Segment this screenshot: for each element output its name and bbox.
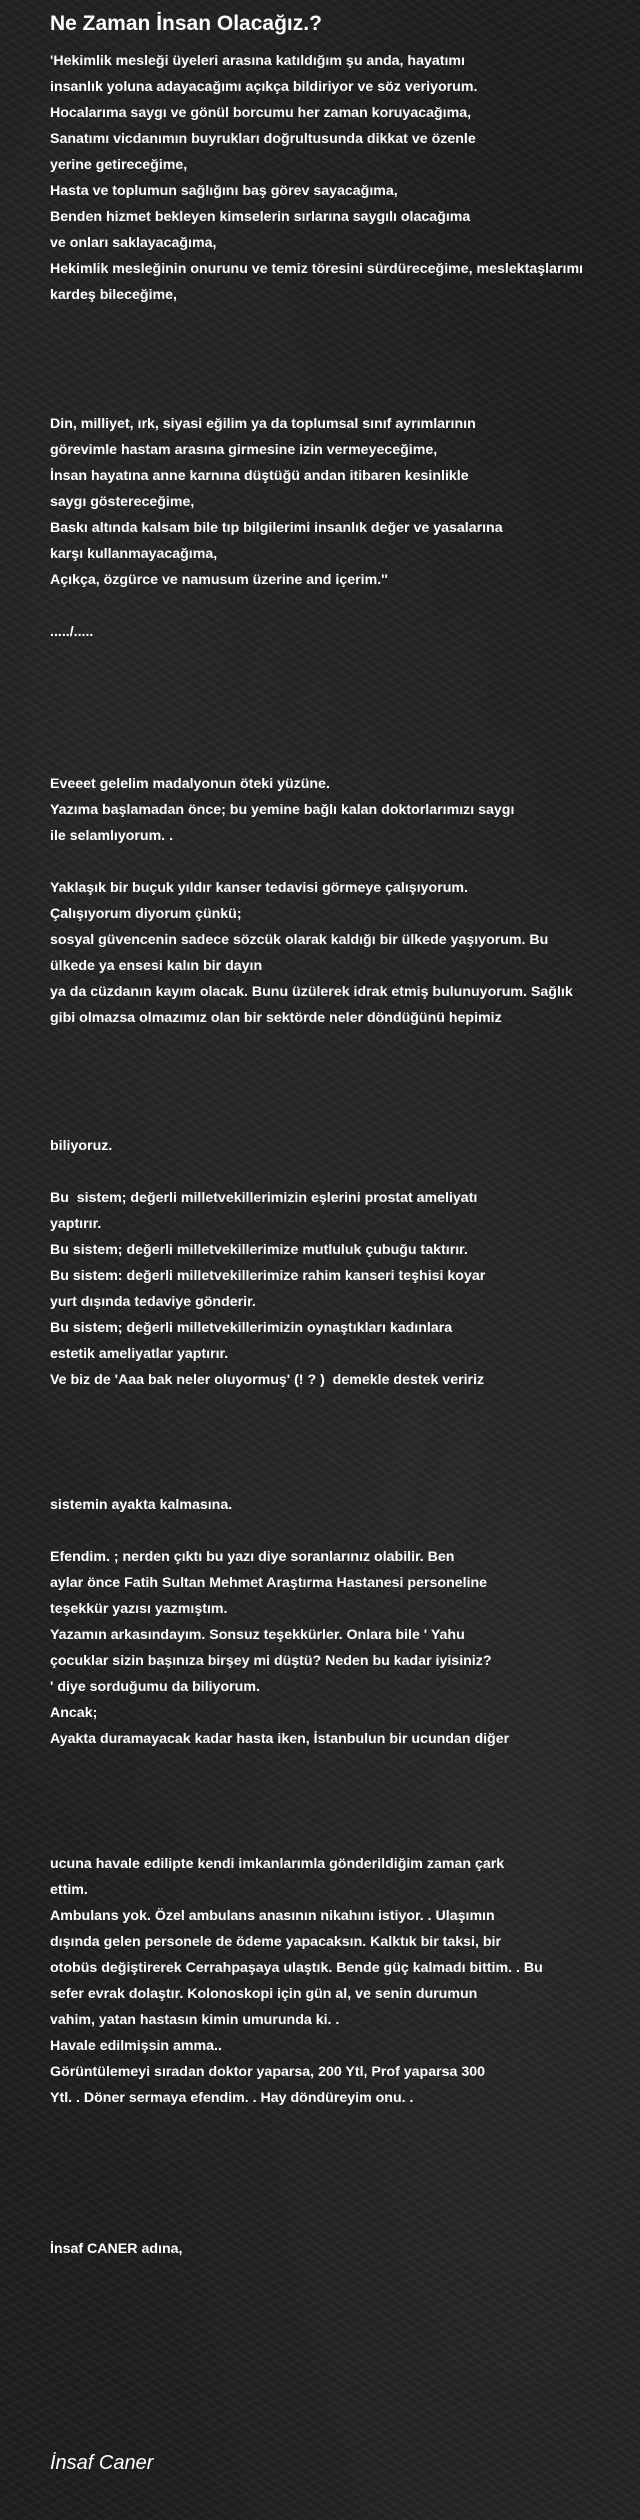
oath-section xyxy=(50,48,640,308)
text-line: İnsaf CANER adına, xyxy=(50,2241,183,2257)
story-section-4 xyxy=(50,1851,640,2111)
text-line: Görüntülemeyi sıradan doktor yaparsa, 200 Ytl, Prof yaparsa 300 xyxy=(50,2064,486,2080)
text-line: Din, milliyet, ırk, siyasi eğilim ya da toplumsal sınıf ayrımlarının xyxy=(50,416,476,432)
author-name: İnsaf Caner xyxy=(50,2452,154,2474)
text-line: Bu sistem; değerli milletvekillerimize mutluluk çubuğu taktırır. xyxy=(50,1242,468,1258)
text-line: Hekimlik mesleğinin onurunu ve temiz töresini sürdüreceğime, meslektaşlarımı xyxy=(50,261,584,277)
text-line: Havale edilmişsin amma.. xyxy=(50,2038,222,2054)
text-line: Bu sistem; değerli milletvekillerimizin eşlerini prostat ameliyatı xyxy=(50,1190,478,1206)
text-line: Yazıma başlamadan önce; bu yemine bağlı kalan doktorlarımızı saygı xyxy=(50,802,515,818)
text-line: Ancak; xyxy=(50,1705,98,1721)
text-line: Bu sistem; değerli milletvekillerimizin oynaştıkları kadınlara xyxy=(50,1320,453,1336)
text-line: Bu sistem: değerli milletvekillerimize rahim kanseri teşhisi koyar xyxy=(50,1268,486,1284)
text-line: Hocalarıma saygı ve gönül borcumu her zaman koruyacağıma, xyxy=(50,105,472,121)
text-line: ucuna havale edilipte kendi imkanlarımla gönderildiğim zaman çark xyxy=(50,1856,505,1872)
text-line: yerine getireceğime, xyxy=(50,157,188,173)
text-line: 'Hekimlik mesleği üyeleri arasına katıldığım şu anda, hayatımı xyxy=(50,53,465,69)
text-line: ile selamlıyorum. . xyxy=(50,828,174,844)
text-line: kardeş bileceğime, xyxy=(50,287,177,303)
story-section-1 xyxy=(50,771,640,1031)
story-section-3 xyxy=(50,1492,640,1752)
text-line: çocuklar sizin başınıza birşey mi düştü? Neden bu kadar iyisiniz? xyxy=(50,1653,492,1669)
page-title: Ne Zaman İnsan Olacağız.? xyxy=(50,12,322,35)
text-line: ve onları saklayacağıma, xyxy=(50,235,217,251)
text-line: sistemin ayakta kalmasına. xyxy=(50,1497,233,1513)
text-line xyxy=(50,593,640,619)
text-line xyxy=(50,849,640,875)
text-line xyxy=(50,1518,640,1544)
text-line: Ytl. . Döner sermaya efendim. . Hay döndüreyim onu. . xyxy=(50,2090,414,2106)
text-line: Ve biz de 'Aaa bak neler oluyormuş' (! ? ) demekle destek veririz xyxy=(50,1372,485,1388)
text-line: aylar önce Fatih Sultan Mehmet Araştırma Hastanesi personeline xyxy=(50,1575,488,1591)
text-line: ya da cüzdanın kayım olacak. Bunu üzülerek idrak etmiş bulunuyorum. Sağlık xyxy=(50,984,573,1000)
text-line: teşekkür yazısı yazmıştım. xyxy=(50,1601,228,1617)
signature-section xyxy=(50,2236,640,2262)
text-line: Açıkça, özgürce ve namusum üzerine and içerim.'' xyxy=(50,572,388,588)
text-line: karşı kullanmayacağıma, xyxy=(50,546,218,562)
text-line: yaptırır. xyxy=(50,1216,102,1232)
text-line: sefer evrak dolaştır. Kolonoskopi için gün al, ve senin durumun xyxy=(50,1986,478,2002)
text-line: Yaklaşık bir buçuk yıldır kanser tedavisi görmeye çalışıyorum. xyxy=(50,880,468,896)
text-line: Ambulans yok. Özel ambulans anasının nikahını istiyor. . Ulaşımın xyxy=(50,1908,495,1924)
text-line: otobüs değiştirerek Cerrahpaşaya ulaştık. Bende güç kalmadı bittim. . Bu xyxy=(50,1960,543,1976)
text-line: Çalışıyorum diyorum çünkü; xyxy=(50,906,242,922)
text-line: Yazamın arkasındayım. Sonsuz teşekkürler. Onlara bile ' Yahu xyxy=(50,1627,465,1643)
text-line xyxy=(50,1159,640,1185)
oath-continued-section xyxy=(50,411,640,645)
text-line: dışında gelen personele de ödeme yapacaksın. Kalktık bir taksi, bir xyxy=(50,1934,502,1950)
text-line: vahim, yatan hastasın kimin umurunda ki. . xyxy=(50,2012,340,2028)
text-line: ettim. xyxy=(50,1882,88,1898)
text-line: Ayakta duramayacak kadar hasta iken, İstanbulun bir ucundan diğer xyxy=(50,1731,510,1747)
text-line: insanlık yoluna adayacağımı açıkça bildiriyor ve söz veriyorum. xyxy=(50,79,478,95)
text-line: ...../..... xyxy=(50,624,94,640)
text-line: İnsan hayatına anne karnına düştüğü andan itibaren kesinlikle xyxy=(50,468,469,484)
text-line: Hasta ve toplumun sağlığını baş görev sayacağıma, xyxy=(50,183,398,199)
text-line: gibi olmazsa olmazımız olan bir sektörde neler döndüğünü hepimiz xyxy=(50,1010,502,1026)
text-line: saygı göstereceğime, xyxy=(50,494,195,510)
story-section-2 xyxy=(50,1133,640,1393)
text-line: Eveeet gelelim madalyonun öteki yüzüne. xyxy=(50,776,330,792)
text-line: ' diye sorduğumu da biliyorum. xyxy=(50,1679,260,1695)
text-line: Efendim. ; nerden çıktı bu yazı diye soranlarınız olabilir. Ben xyxy=(50,1549,455,1565)
text-line: görevimle hastam arasına girmesine izin vermeyeceğime, xyxy=(50,442,438,458)
text-line: Sanatımı vicdanımın buyrukları doğrultusunda dikkat ve özenle xyxy=(50,131,476,147)
text-line: Baskı altında kalsam bile tıp bilgilerimi insanlık değer ve yasalarına xyxy=(50,520,503,536)
text-line: Benden hizmet bekleyen kimselerin sırlarına saygılı olacağıma xyxy=(50,209,471,225)
text-line: sosyal güvencenin sadece sözcük olarak kaldığı bir ülkede yaşıyorum. Bu xyxy=(50,932,549,948)
text-line: yurt dışında tedaviye gönderir. xyxy=(50,1294,256,1310)
text-line: estetik ameliyatlar yaptırır. xyxy=(50,1346,229,1362)
text-line: ülkede ya ensesi kalın bir dayın xyxy=(50,958,263,974)
text-line: biliyoruz. xyxy=(50,1138,113,1154)
